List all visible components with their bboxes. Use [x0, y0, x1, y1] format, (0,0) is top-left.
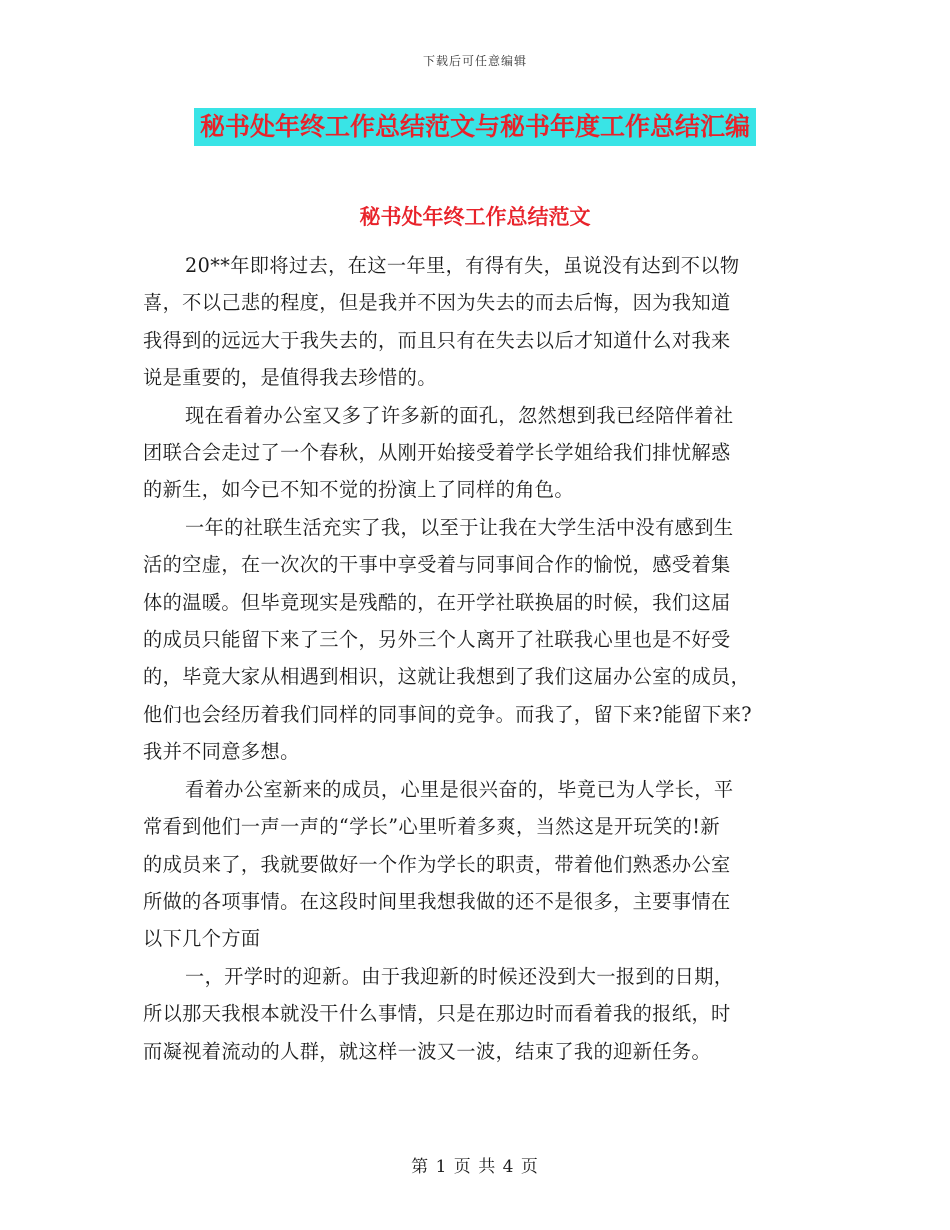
text-line: 体的温暖。但毕竟现实是残酷的，在开学社联换届的时候，我们这届	[143, 590, 731, 614]
text-line: 说是重要的，是值得我去珍惜的。	[143, 366, 437, 390]
paragraph	[143, 958, 809, 1070]
header-note: 下载后可任意编辑	[422, 54, 527, 68]
text-line: 看着办公室新来的成员，心里是很兴奋的，毕竟已为人学长，平	[185, 777, 734, 801]
text-line: 他们也会经历着我们同样的同事间的竞争。而我了，留下来?能留下来?	[143, 702, 752, 726]
document-body	[143, 247, 809, 1070]
section-title: 秘书处年终工作总结范文	[359, 205, 591, 229]
text-line: 团联合会走过了一个春秋，从刚开始接受着学长学姐给我们排忧解惑	[143, 441, 731, 465]
main-title: 秘书处年终工作总结范文与秘书年度工作总结汇编	[194, 108, 756, 146]
paragraph	[143, 771, 809, 958]
text-line: 以下几个方面	[143, 927, 261, 951]
paragraph	[143, 509, 809, 771]
page-footer: 第 1 页 共 4 页	[411, 1157, 539, 1177]
text-line: 常看到他们一声一声的“学长”心里听着多爽，当然这是开玩笑的!新	[143, 815, 720, 839]
text-line: 喜，不以己悲的程度，但是我并不因为失去的而去后悔，因为我知道	[143, 291, 731, 315]
text-line: 我得到的远远大于我失去的，而且只有在失去以后才知道什么对我来	[143, 328, 731, 352]
text-line: 活的空虚，在一次次的干事中享受着与同事间合作的愉悦，感受着集	[143, 553, 731, 577]
text-line: 的，毕竟大家从相遇到相识，这就让我想到了我们这届办公室的成员，	[143, 665, 751, 689]
text-line: 的新生，如今已不知不觉的扮演上了同样的角色。	[143, 478, 574, 502]
text-line: 一，开学时的迎新。由于我迎新的时候还没到大一报到的日期，	[185, 964, 734, 988]
text-line: 所以那天我根本就没干什么事情，只是在那边时而看着我的报纸，时	[143, 1002, 731, 1026]
paragraph	[143, 247, 809, 397]
text-line: 一年的社联生活充实了我，以至于让我在大学生活中没有感到生	[185, 515, 734, 539]
text-line: 我并不同意多想。	[143, 740, 300, 764]
text-line: 现在看着办公室又多了许多新的面孔，忽然想到我已经陪伴着社	[185, 403, 734, 427]
text-line: 20**年即将过去，在这一年里，有得有失，虽说没有达到不以物	[185, 254, 740, 277]
paragraph	[143, 397, 809, 509]
text-line: 的成员来了，我就要做好一个作为学长的职责，带着他们熟悉办公室	[143, 852, 731, 876]
text-line: 所做的各项事情。在这段时间里我想我做的还不是很多，主要事情在	[143, 889, 731, 913]
main-title-container	[0, 108, 950, 146]
text-line: 的成员只能留下来了三个，另外三个人离开了社联我心里也是不好受	[143, 628, 731, 652]
text-line: 而凝视着流动的人群，就这样一波又一波，结束了我的迎新任务。	[143, 1039, 712, 1063]
